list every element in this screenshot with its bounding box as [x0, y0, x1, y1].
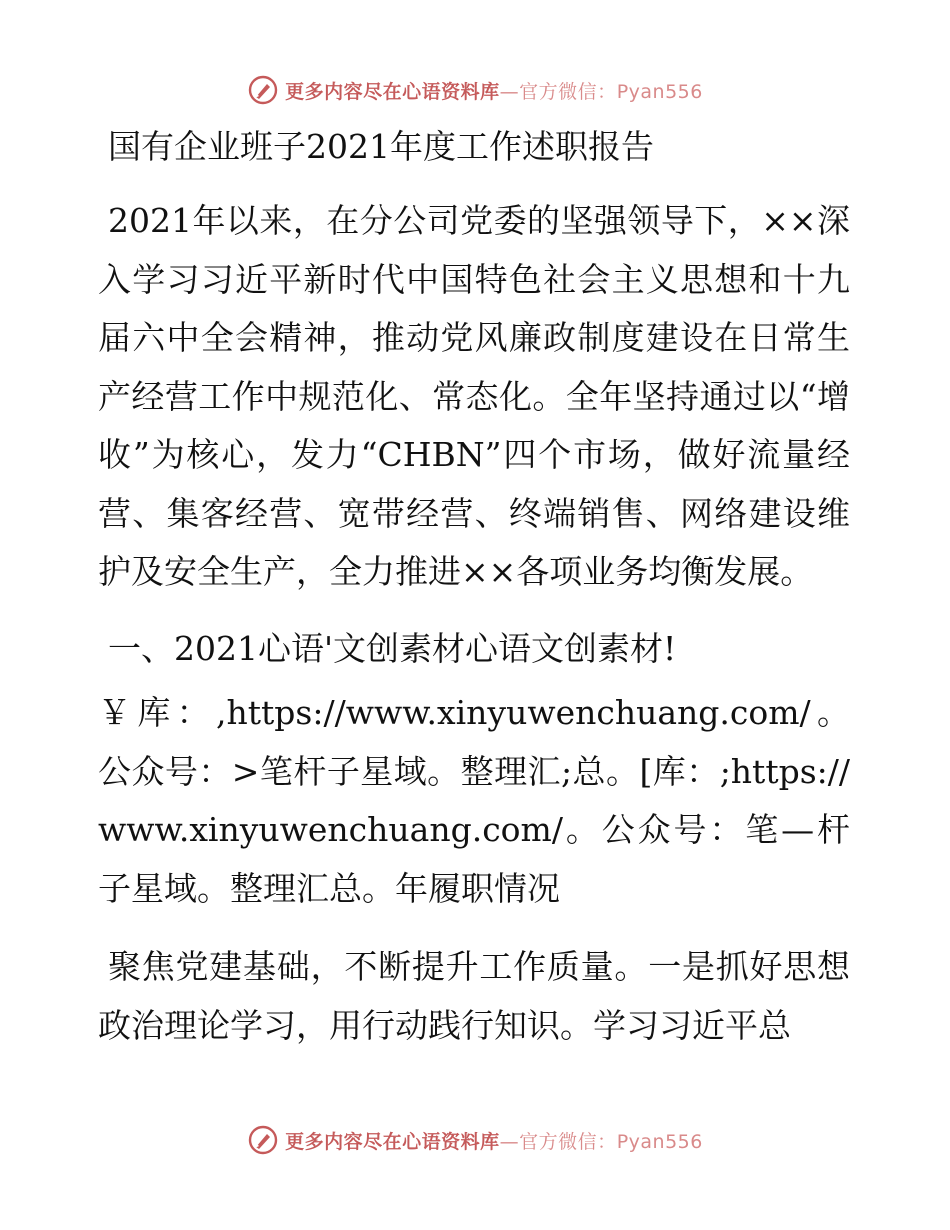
final-paragraph: 聚焦党建基础，不断提升工作质量。一是抓好思想政治理论学习，用行动践行知识。学习习近平总	[98, 947, 850, 1045]
link-paragraph: ￥库：,https://www.xinyuwenchuang.com/。公众号：>笔杆子星域。整理汇;总。[库：;https://www.xinyuwenchuang.com/。公众号：笔—杆子星域。整理汇总。年履职情况	[98, 693, 850, 908]
watermark-text-id: Pyan556	[616, 80, 703, 103]
watermark-text-sep: —官方微信：	[499, 1130, 617, 1153]
watermark-text-main: 更多内容尽在心语资料库	[285, 1130, 500, 1153]
watermark-banner-top	[0, 70, 950, 110]
document-body	[98, 122, 850, 1073]
watermark-text	[285, 77, 703, 104]
document-title: 国有企业班子2021年度工作述职报告	[108, 127, 654, 166]
watermark-banner-bottom	[0, 1120, 950, 1160]
watermark-text-sep: —官方微信：	[499, 80, 617, 103]
watermark-text	[285, 1127, 703, 1154]
watermark-text-main: 更多内容尽在心语资料库	[285, 80, 500, 103]
pen-nib-logo-icon	[247, 1124, 279, 1156]
pen-nib-logo-icon	[247, 74, 279, 106]
intro-paragraph: 2021年以来，在分公司党委的坚强领导下，××深入学习习近平新时代中国特色社会主义思想和十九届六中全会精神，推动党风廉政制度建设在日常生产经营工作中规范化、常态化。全年坚持通过以“增收”为核心，发力“CHBN”四个市场，做好流量经营、集客经营、宽带经营、终端销售、网络建设维护及安全生产，全力推进××各项业务均衡发展。	[98, 201, 850, 591]
watermark-text-id: Pyan556	[616, 1130, 703, 1153]
section-heading: 一、2021心语'文创素材心语文创素材!	[108, 628, 677, 668]
